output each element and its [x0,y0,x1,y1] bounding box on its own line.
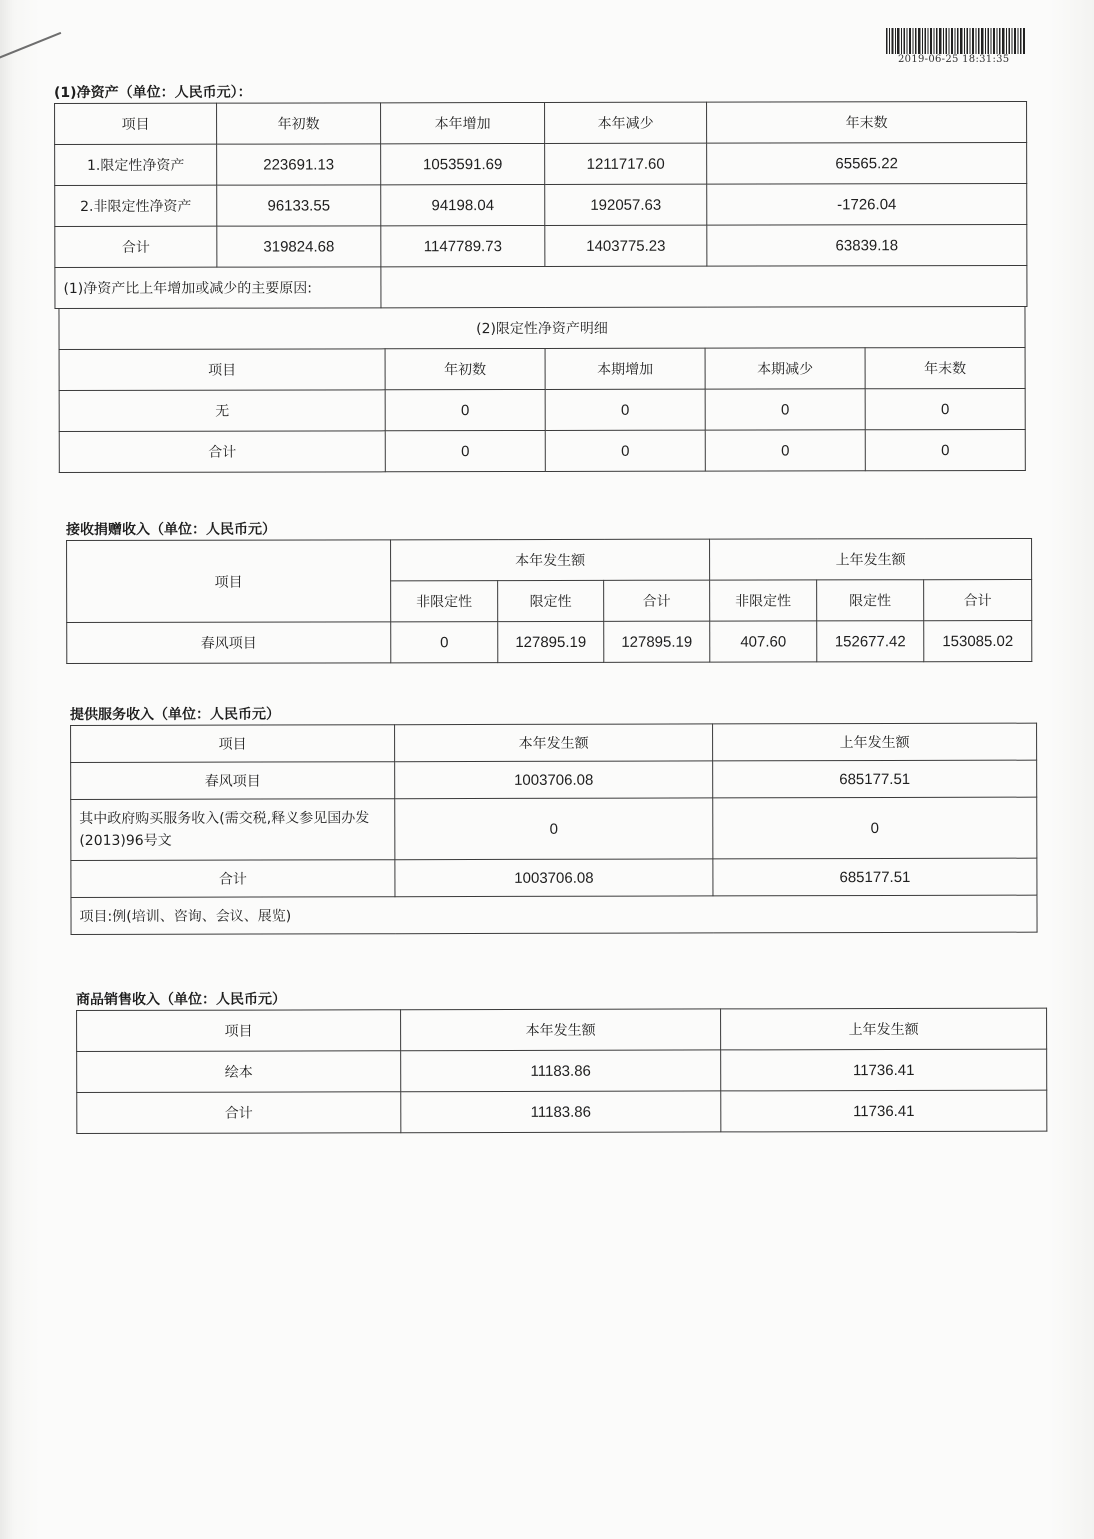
row-label: 2.非限定性净资产 [55,185,217,226]
table-header-row [71,723,1037,762]
net-assets-table [54,101,1027,309]
row-label: 合计 [55,226,217,267]
cell-value: 63839.18 [707,224,1027,266]
cell-value: 685177.51 [713,858,1037,896]
table-row [55,142,1027,185]
table-row [59,388,1025,431]
cell-value: 11183.86 [401,1091,721,1133]
column-header: 合计 [604,580,710,621]
column-header: 合计 [924,579,1032,620]
table-row [67,620,1032,663]
cell-value: 1003706.08 [395,761,713,799]
cell-value: 153085.02 [924,620,1032,661]
cell-value: 685177.51 [713,760,1037,798]
table-header-row [55,101,1027,144]
column-header: 限定性 [817,580,924,621]
service-income-section [70,703,1038,935]
row-label: 合计 [77,1092,401,1134]
cell-value: 152677.42 [817,621,924,662]
cell-value: 1053591.69 [381,143,545,184]
net-assets-section [54,81,1028,473]
cell-value: 94198.04 [381,184,545,225]
restricted-assets-detail-table [58,307,1025,473]
row-label: 合计 [59,431,385,473]
detail-title-row [59,307,1025,350]
cell-value: 11183.86 [401,1050,721,1092]
cell-value: 127895.19 [604,621,710,662]
row-label: 无 [59,390,385,432]
cell-value: 11736.41 [721,1049,1047,1091]
service-income-table [70,723,1038,935]
reason-row [55,265,1027,308]
cell-value: 0 [713,797,1037,859]
table-total-row [55,224,1027,267]
row-label: 春风项目 [71,762,395,800]
table-row [71,797,1037,860]
cell-value: 1147789.73 [381,225,545,266]
cell-value: 0 [545,430,705,471]
column-header: 非限定性 [391,581,498,622]
column-header: 本年发生额 [395,724,713,762]
column-header: 项目 [71,725,395,763]
cell-value: 11736.41 [721,1090,1047,1132]
goods-income-section [76,988,1047,1134]
cell-value: 0 [385,430,545,471]
column-header: 项目 [59,349,385,391]
donation-income-section [66,518,1032,664]
table-total-row [71,858,1037,897]
barcode-image [886,28,1026,54]
column-header: 上年发生额 [713,723,1037,761]
cell-value: 127895.19 [498,621,604,662]
cell-value: 1003706.08 [395,859,713,897]
column-header: 本年减少 [545,102,707,143]
column-header: 本年增加 [381,102,545,143]
row-label: 绘本 [77,1051,401,1093]
column-header: 项目 [77,1010,401,1052]
table-row [71,760,1037,799]
cell-value: -1726.04 [707,183,1027,225]
note-row [71,895,1037,934]
table-header-row [59,347,1025,390]
cell-value: 96133.55 [217,185,381,226]
column-header: 非限定性 [710,580,817,621]
column-header: 年初数 [217,103,381,144]
column-header: 年初数 [385,348,545,389]
cell-value: 223691.13 [217,144,381,185]
row-label: 其中政府购买服务收入(需交税,释义参见国办发(2013)96号文 [71,799,395,861]
column-header: 上年发生额 [721,1008,1047,1050]
row-label: 1.限定性净资产 [55,144,217,185]
table-row [55,183,1027,226]
column-header: 本期增加 [545,348,705,389]
column-header: 本期减少 [705,348,865,389]
cell-value: 0 [545,389,705,430]
column-header: 本年发生额 [401,1009,721,1051]
cell-value: 192057.63 [545,184,707,225]
row-label: 合计 [71,860,395,898]
cell-value: 0 [705,389,865,430]
table-total-row [77,1090,1047,1133]
service-income-title: 提供服务收入（单位：人民币元） [70,706,281,723]
cell-value: 407.60 [710,621,817,662]
donation-income-table [66,538,1032,664]
detail-title: (2)限定性净资产明细 [59,307,1025,350]
column-group-header: 上年发生额 [710,538,1032,580]
cell-value: 1403775.23 [545,225,707,266]
service-income-note: 项目:例(培训、咨询、会议、展览) [71,895,1037,934]
cell-value: 0 [705,430,865,471]
table-header-row [67,538,1032,581]
reason-value [381,265,1027,307]
column-header: 项目 [67,540,391,623]
column-header: 年末数 [707,101,1027,143]
cell-value: 0 [865,388,1025,429]
cell-value: 0 [391,622,498,663]
table-total-row [59,429,1025,472]
column-group-header: 本年发生额 [391,539,710,581]
table-row [77,1049,1047,1092]
goods-income-title: 商品销售收入（单位：人民币元） [76,991,287,1008]
cell-value: 1211717.60 [545,143,707,184]
cell-value: 319824.68 [217,226,381,267]
barcode-timestamp: 2019-06-25 18:31:35 [898,54,1010,65]
column-header: 项目 [55,103,217,144]
cell-value: 65565.22 [707,142,1027,184]
cell-value: 0 [385,389,545,430]
column-header: 年末数 [865,347,1025,388]
column-header: 限定性 [498,580,604,621]
reason-label: (1)净资产比上年增加或减少的主要原因: [55,267,381,309]
donation-income-title: 接收捐赠收入（单位：人民币元） [66,521,277,538]
net-assets-title: (1)净资产（单位：人民币元）： [54,84,252,101]
goods-income-table [76,1008,1047,1134]
cell-value: 0 [865,429,1025,470]
table-header-row [77,1008,1047,1051]
cell-value: 0 [395,798,713,860]
row-label: 春风项目 [67,622,391,664]
